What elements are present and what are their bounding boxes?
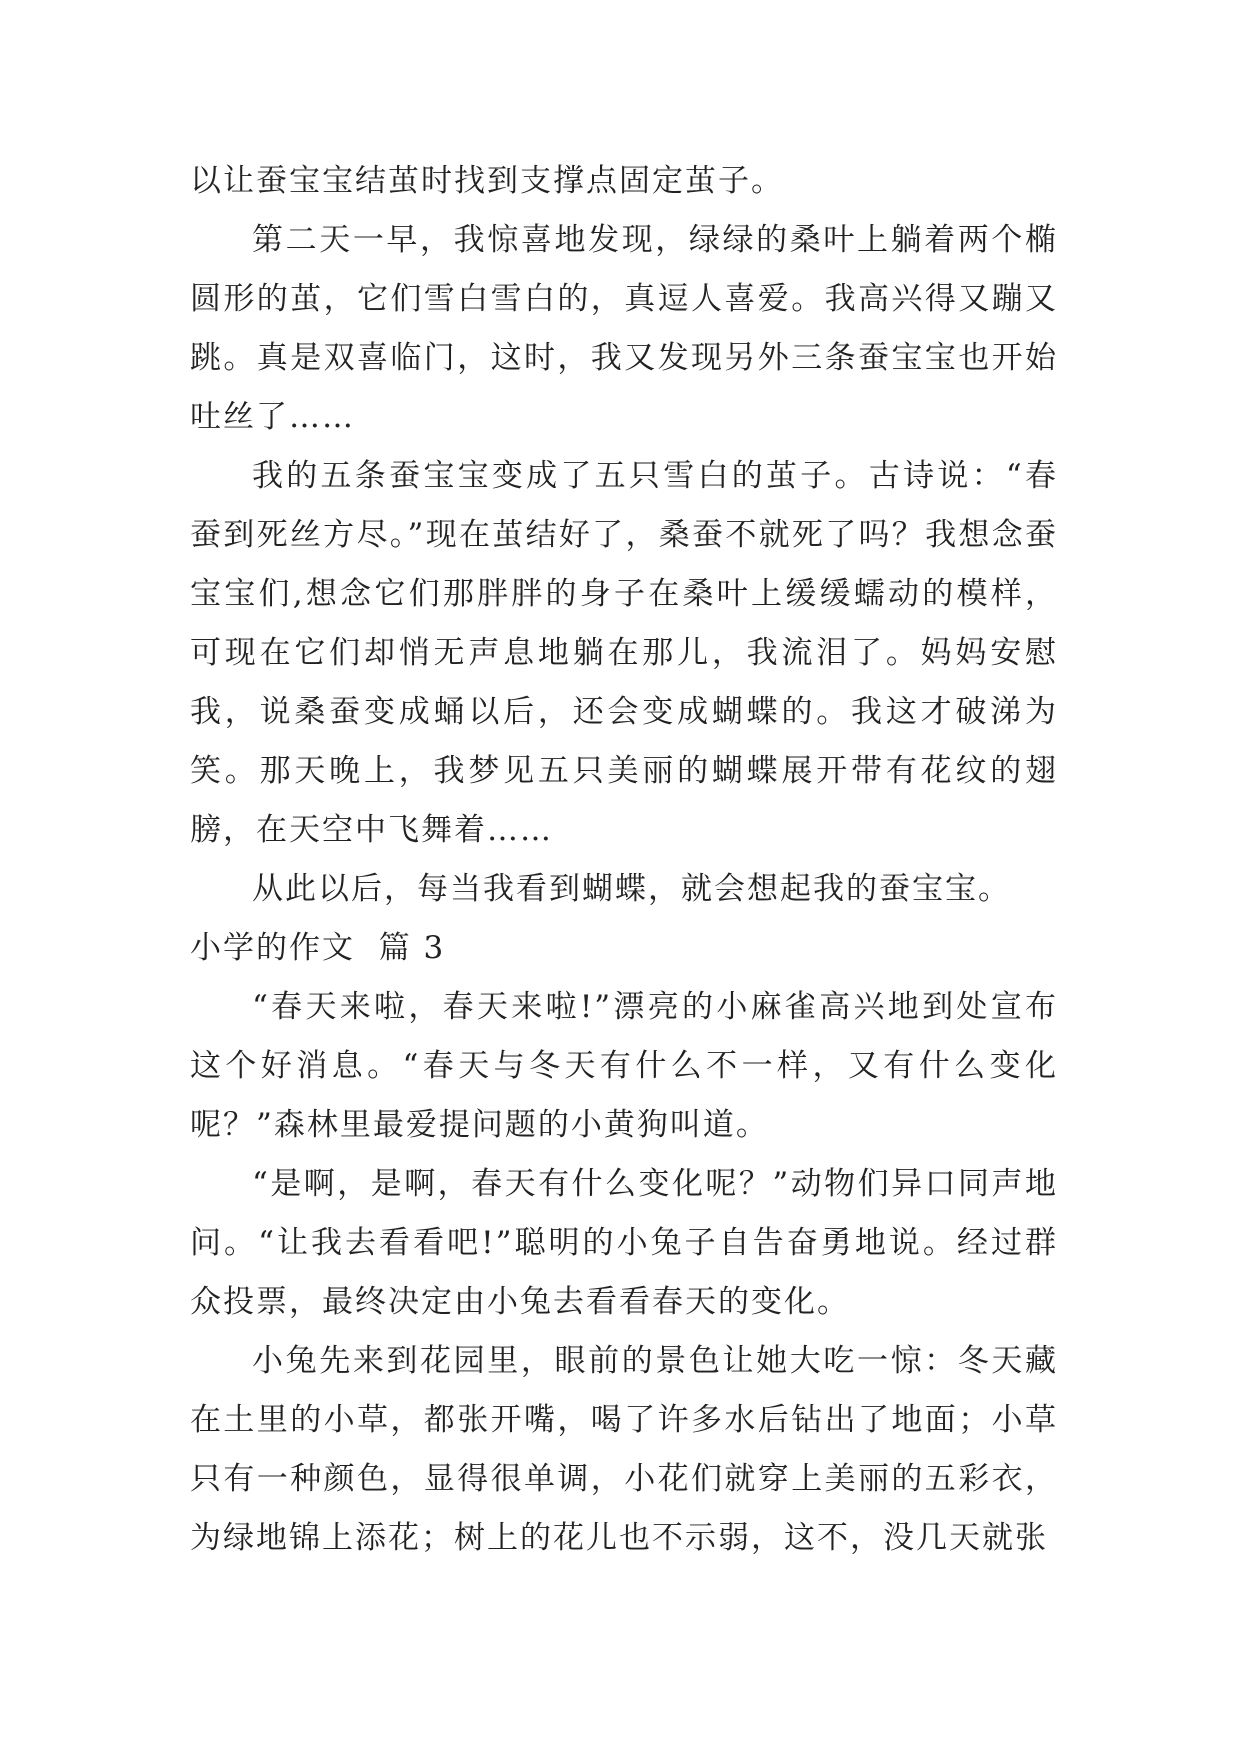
document-body (190, 152, 1058, 1568)
paragraph: 从此以后，每当我看到蝴蝶，就会想起我的蚕宝宝。 (252, 871, 1011, 907)
paragraph: 小兔先来到花园里，眼前的景色让她大吃一惊：冬天藏在土里的小草，都张开嘴，喝了许多水后钻出了地面；小草只有一种颜色，显得很单调，小花们就穿上美丽的五彩衣，为绿地锦上添花；树上的花儿也不示弱，这不，没几天就张 (190, 1343, 1058, 1556)
paragraph: “春天来啦，春天来啦!”漂亮的小麻雀高兴地到处宣布这个好消息。“春天与冬天有什么不一样，又有什么变化呢？”森林里最爱提问题的小黄狗叫道。 (190, 989, 1058, 1143)
paragraph: 以让蚕宝宝结茧时找到支撑点固定茧子。 (190, 163, 784, 199)
paragraph: “是啊，是啊，春天有什么变化呢？”动物们异口同声地问。“让我去看看吧!”聪明的小兔子自告奋勇地说。经过群众投票，最终决定由小兔去看看春天的变化。 (190, 1166, 1058, 1320)
paragraph: 我的五条蚕宝宝变成了五只雪白的茧子。古诗说：“春蚕到死丝方尽。”现在茧结好了，桑蚕不就死了吗？我想念蚕宝宝们,想念它们那胖胖的身子在桑叶上缓缓蠕动的模样，可现在它们却悄无声息地躺在那儿，我流泪了。妈妈安慰我，说桑蚕变成蛹以后，还会变成蝴蝶的。我这才破涕为笑。那天晚上，我梦见五只美丽的蝴蝶展开带有花纹的翅膀，在天空中飞舞着…… (190, 458, 1058, 848)
paragraph: 第二天一早，我惊喜地发现，绿绿的桑叶上躺着两个椭圆形的茧，它们雪白雪白的，真逗人喜爱。我高兴得又蹦又跳。真是双喜临门，这时，我又发现另外三条蚕宝宝也开始吐丝了…… (190, 222, 1058, 435)
section-heading: 小学的作文 篇 3 (190, 930, 446, 966)
